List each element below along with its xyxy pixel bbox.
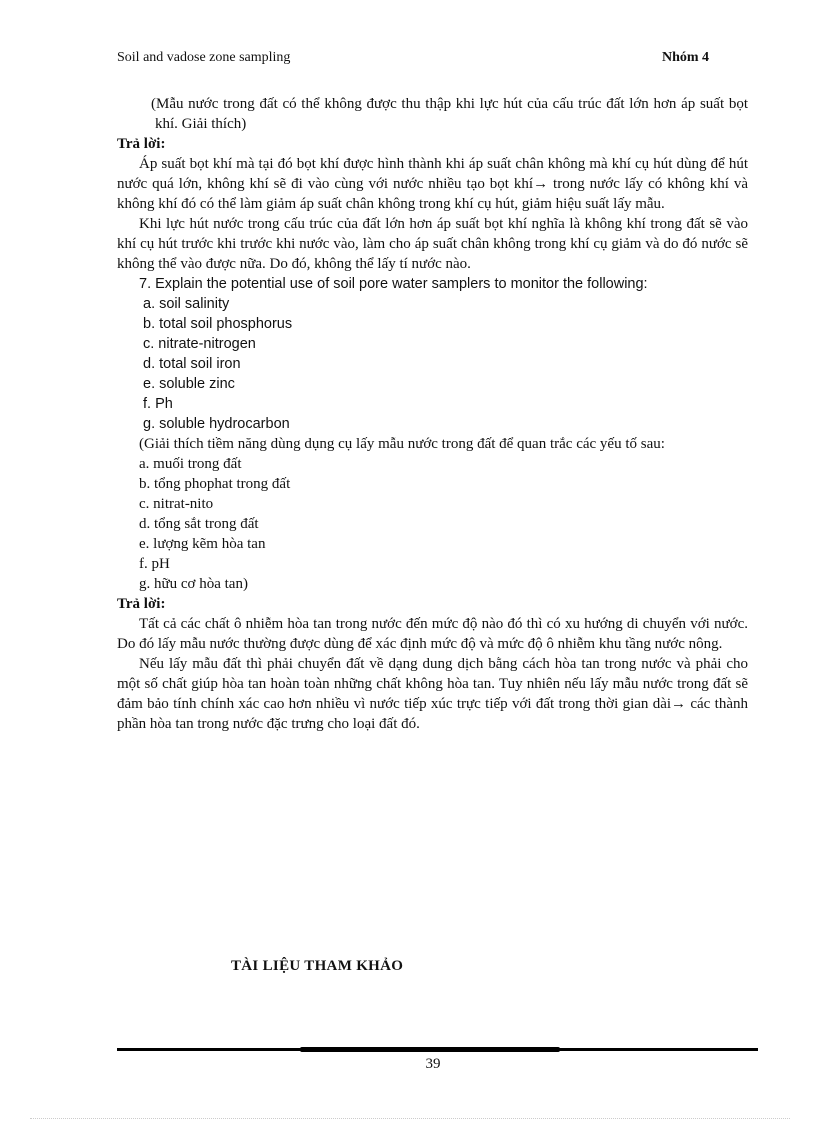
list-item: f. pH <box>139 556 170 572</box>
answer7-paragraph-2: Nếu lấy mẫu đất thì phải chuyển đất về dạng dung dịch bằng cách hòa tan trong nước và phải cho một số chất giúp hòa tan hoàn toàn những chất không hòa tan. Tuy nhiên nếu lấy mẫu nước trong đất sẽ đảm bảo tính chính xác cao hơn nhiều vì nước tiếp xúc trực tiếp với đất trong thời gian dài→ các thành phần hòa tan trong nước đặc trưng cho loại đất đó. <box>117 656 748 732</box>
q6-translation: (Mẫu nước trong đất có thể không được thu thập khi lực hút của cấu trúc đất lớn hơn áp suất bọt khí. Giải thích) <box>151 96 748 132</box>
q7-list-vi <box>117 454 748 594</box>
list-item: a. soil salinity <box>143 296 230 312</box>
list-item: e. soluble zinc <box>143 376 235 392</box>
answer-label: Trả lời: <box>117 136 166 152</box>
list-item: d. tổng sắt trong đất <box>139 516 259 532</box>
q7-list-en <box>117 294 748 434</box>
list-item: b. tổng phophat trong đất <box>139 476 291 492</box>
list-item: e. lượng kẽm hòa tan <box>139 536 266 552</box>
list-item: c. nitrat-nito <box>139 496 214 512</box>
answer7-paragraph-1: Tất cả các chất ô nhiễm hòa tan trong nước đến mức độ nào đó thì có xu hướng di chuyển với nước. Do đó lấy mẫu nước thường được dùng để xác định mức độ và mức độ ô nhiễm khu tầng nước nông. <box>117 616 748 652</box>
page-header-left: Soil and vadose zone sampling <box>117 50 291 65</box>
answer6-paragraph-2: Khi lực hút nước trong cấu trúc của đất lớn hơn áp suất bọt khí nghĩa là không khí trong đất sẽ vào khí cụ hút trước khi trước khi nước vào, làm cho áp suất chân không trong khí cụ giảm và do đó nước sẽ không thể vào được nữa. Do đó, không thể lấy tí nước nào. <box>117 216 748 272</box>
q7-translation: (Giải thích tiềm năng dùng dụng cụ lấy mẫu nước trong đất để quan trắc các yếu tố sau: <box>139 436 665 452</box>
footer-divider-thick <box>300 1047 560 1052</box>
references-title: TÀI LIỆU THAM KHẢO <box>231 958 404 974</box>
q7-question: 7. Explain the potential use of soil pore water samplers to monitor the following: <box>139 276 648 292</box>
page-body <box>117 94 748 734</box>
list-item: g. hữu cơ hòa tan) <box>139 576 248 592</box>
page-header-right: Nhóm 4 <box>662 50 710 65</box>
list-item: d. total soil iron <box>143 356 241 372</box>
answer6-paragraph-1: Áp suất bọt khí mà tại đó bọt khí được hình thành khi áp suất chân không mà khí cụ hút dùng để hút nước quá lớn, không khí sẽ đi vào cùng với nước nhiều tạo bọt khí→ trong nước lấy có không khí và không khí đó có thể làm giảm áp suất chân không trong khí cụ hút, giảm hiệu suất lấy mẫu. <box>117 156 748 212</box>
answer-label: Trả lời: <box>117 596 166 612</box>
page-edge <box>30 1118 790 1119</box>
list-item: b. total soil phosphorus <box>143 316 293 332</box>
list-item: a. muối trong đất <box>139 456 242 472</box>
list-item: f. Ph <box>143 396 173 412</box>
list-item: c. nitrate-nitrogen <box>143 336 256 352</box>
page-number: 39 <box>425 1056 441 1072</box>
list-item: g. soluble hydrocarbon <box>143 416 290 432</box>
